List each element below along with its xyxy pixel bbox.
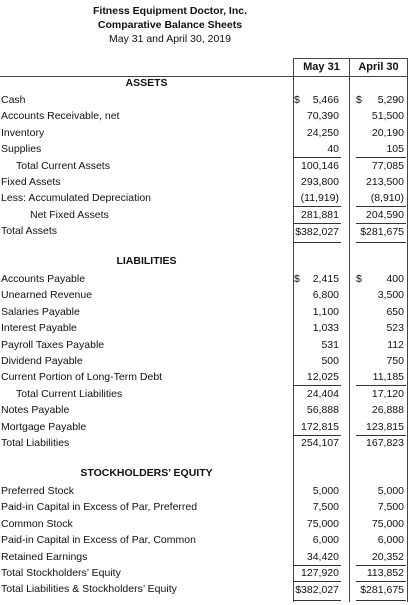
report-dates: May 31 and April 30, 2019 xyxy=(108,33,231,45)
april-value-cell xyxy=(356,353,404,369)
statement-row xyxy=(0,108,413,125)
statement-row xyxy=(0,223,413,240)
statement-row xyxy=(0,435,413,452)
row-label: Total Current Liabilities xyxy=(16,387,123,400)
amount: 213,500 xyxy=(366,176,404,188)
row-label: Net Fixed Assets xyxy=(30,208,109,221)
amount: $281,675 xyxy=(360,226,404,239)
statement-row xyxy=(0,125,413,142)
amount: 5,000 xyxy=(377,485,404,497)
may-value-cell xyxy=(294,565,339,581)
row-label: Total Assets xyxy=(1,225,58,238)
row-label: Accounts Payable xyxy=(1,273,86,285)
row-label: Less: Accumulated Depreciation xyxy=(1,192,151,205)
currency-symbol: $ xyxy=(356,273,362,285)
amount: 100,146 xyxy=(301,159,339,172)
row-label: Payroll Taxes Payable xyxy=(1,338,105,351)
may-value-cell xyxy=(294,141,341,158)
statement-row xyxy=(0,174,413,191)
april-value-cell xyxy=(356,337,404,353)
april-value-cell xyxy=(356,158,404,174)
may-value-cell xyxy=(294,516,339,532)
may-value-cell xyxy=(294,369,341,386)
amount: $382,027 xyxy=(295,584,339,597)
april-value-cell xyxy=(356,223,406,240)
april-value-cell xyxy=(356,125,404,141)
may-value-cell xyxy=(294,402,339,418)
amount: 24,250 xyxy=(306,126,339,139)
row-label: Paid-in Capital in Excess of Par, Preferred xyxy=(1,501,198,514)
may-value-cell xyxy=(294,174,339,190)
amount: 523 xyxy=(386,322,404,335)
amount: 172,815 xyxy=(301,420,339,433)
amount: 6,000 xyxy=(312,534,339,547)
april-value-cell xyxy=(356,532,404,548)
april-value-cell xyxy=(356,581,406,598)
statement-row xyxy=(0,581,413,598)
statement-row xyxy=(0,353,413,370)
may-value-cell xyxy=(294,483,339,499)
april-value-cell xyxy=(356,369,406,386)
amount: 17,120 xyxy=(371,387,404,400)
april-value-cell xyxy=(356,304,404,320)
row-label: Retained Earnings xyxy=(1,550,88,563)
april-value-cell xyxy=(356,549,406,566)
amount: 75,000 xyxy=(371,517,404,530)
statement-row xyxy=(0,549,413,566)
amount: (11,919) xyxy=(300,192,339,205)
may-value-cell xyxy=(294,190,341,207)
amount: 70,390 xyxy=(306,110,339,123)
row-label: Inventory xyxy=(1,126,45,139)
april-value-cell xyxy=(356,190,406,207)
statement-row xyxy=(0,304,413,321)
april-value-cell xyxy=(356,499,404,515)
amount: 204,590 xyxy=(366,208,404,221)
may-value-cell xyxy=(294,92,339,108)
statement-row xyxy=(0,207,413,224)
may-value-cell xyxy=(294,125,339,141)
may-value-cell xyxy=(294,320,339,336)
amount: 254,107 xyxy=(301,437,339,449)
amount: 20,352 xyxy=(371,550,404,563)
row-label: Dividend Payable xyxy=(1,355,83,367)
amount: 281,881 xyxy=(301,208,339,221)
column-header-may: May 31 xyxy=(303,61,340,73)
row-label: Cash xyxy=(1,94,26,106)
may-value-cell xyxy=(294,549,341,566)
amount: 400 xyxy=(386,273,404,285)
may-value-cell xyxy=(294,158,339,174)
amount: 2,415 xyxy=(312,273,339,285)
row-label: Accounts Receivable, net xyxy=(1,110,120,123)
may-value-cell xyxy=(294,499,339,515)
statement-row xyxy=(0,190,413,207)
currency-symbol: $ xyxy=(294,94,300,106)
row-label: Total Liabilities xyxy=(1,437,70,449)
april-value-cell xyxy=(356,207,404,223)
row-label: Total Liabilities & Stockholders’ Equity xyxy=(1,583,177,596)
may-value-cell xyxy=(294,581,341,598)
row-label: Paid-in Capital in Excess of Par, Common xyxy=(1,534,196,547)
report-title: Comparative Balance Sheets xyxy=(97,19,243,31)
amount: 650 xyxy=(386,305,404,318)
may-value-cell xyxy=(294,386,339,402)
amount: 34,420 xyxy=(306,550,339,563)
statement-row xyxy=(0,386,413,403)
april-value-cell xyxy=(356,287,404,303)
statement-row xyxy=(0,565,413,582)
statement-row xyxy=(0,499,413,516)
statement-row xyxy=(0,516,413,533)
amount: 5,290 xyxy=(377,94,404,106)
amount: 56,888 xyxy=(306,404,339,417)
april-value-cell xyxy=(356,483,404,499)
amount: 750 xyxy=(386,355,404,367)
april-value-cell xyxy=(356,419,406,436)
april-value-cell xyxy=(356,386,404,402)
may-value-cell xyxy=(294,287,339,303)
row-label: Interest Payable xyxy=(1,322,77,335)
amount: 3,500 xyxy=(377,289,404,302)
currency-symbol: $ xyxy=(294,273,300,285)
statement-row xyxy=(0,369,413,386)
row-label: Fixed Assets xyxy=(1,176,61,188)
may-value-cell xyxy=(294,108,339,124)
amount: 112 xyxy=(387,338,404,351)
statement-row xyxy=(0,402,413,419)
company-name: Fitness Equipment Doctor, Inc. xyxy=(92,5,248,17)
amount: 6,000 xyxy=(377,534,404,547)
statement-row xyxy=(0,532,413,549)
april-value-cell xyxy=(356,402,404,418)
april-value-cell xyxy=(356,141,406,158)
april-value-cell xyxy=(356,435,404,451)
may-value-cell xyxy=(294,207,339,223)
amount: 167,823 xyxy=(366,437,404,449)
amount: 1,100 xyxy=(312,305,339,318)
statement-row xyxy=(0,287,413,304)
amount: 75,000 xyxy=(306,517,339,530)
row-label: Salaries Payable xyxy=(1,305,80,318)
amount: 6,800 xyxy=(312,289,339,302)
statement-row xyxy=(0,419,413,436)
statement-row xyxy=(0,158,413,175)
amount: 500 xyxy=(321,355,339,367)
may-value-cell xyxy=(294,532,339,548)
april-value-cell xyxy=(356,271,404,287)
row-label: Common Stock xyxy=(1,517,73,530)
april-value-cell xyxy=(356,320,404,336)
amount: 123,815 xyxy=(366,420,404,433)
statement-row xyxy=(0,320,413,337)
amount: 26,888 xyxy=(371,404,404,417)
april-value-cell xyxy=(356,565,404,581)
amount: 40 xyxy=(327,143,339,156)
amount: 113,852 xyxy=(366,567,404,579)
statement-row xyxy=(0,141,413,158)
amount: 20,190 xyxy=(371,126,404,139)
may-value-cell xyxy=(294,304,339,320)
amount: (8,910) xyxy=(370,192,404,205)
april-value-cell xyxy=(356,92,404,108)
amount: 1,033 xyxy=(312,322,339,335)
may-value-cell xyxy=(294,353,339,369)
row-label: Current Portion of Long-Term Debt xyxy=(1,371,163,384)
amount: $281,675 xyxy=(360,584,404,597)
amount: 12,025 xyxy=(306,371,339,384)
amount: 293,800 xyxy=(301,176,339,188)
amount: 105 xyxy=(386,143,404,156)
amount: 24,404 xyxy=(306,387,339,400)
statement-row xyxy=(0,92,413,109)
amount: 5,000 xyxy=(312,485,339,497)
row-label: Supplies xyxy=(1,143,42,156)
april-value-cell xyxy=(356,516,404,532)
liabilities-heading: LIABILITIES xyxy=(116,255,177,267)
row-label: Total Stockholders’ Equity xyxy=(1,567,121,579)
amount: $382,027 xyxy=(295,226,339,239)
amount: 51,500 xyxy=(371,110,404,123)
equity-heading: STOCKHOLDERS’ EQUITY xyxy=(80,467,213,479)
may-value-cell xyxy=(294,419,341,436)
statement-row xyxy=(0,483,413,500)
column-header-april: April 30 xyxy=(358,61,399,73)
amount: 77,085 xyxy=(371,159,404,172)
row-label: Unearned Revenue xyxy=(1,289,93,302)
row-label: Preferred Stock xyxy=(1,485,74,497)
amount: 7,500 xyxy=(377,501,404,514)
row-label: Notes Payable xyxy=(1,404,70,417)
amount: 127,920 xyxy=(301,567,339,579)
amount: 11,185 xyxy=(372,371,404,384)
currency-symbol: $ xyxy=(356,94,362,106)
row-label: Mortgage Payable xyxy=(1,420,87,433)
may-value-cell xyxy=(294,435,339,451)
row-label: Total Current Assets xyxy=(16,159,110,172)
statement-row xyxy=(0,271,413,288)
may-value-cell xyxy=(294,271,339,287)
assets-heading: ASSETS xyxy=(125,77,168,89)
amount: 531 xyxy=(321,338,339,351)
may-value-cell xyxy=(294,223,341,240)
amount: 7,500 xyxy=(312,501,339,514)
may-value-cell xyxy=(294,337,339,353)
amount: 5,466 xyxy=(312,94,339,106)
april-value-cell xyxy=(356,174,404,190)
statement-row xyxy=(0,337,413,354)
april-value-cell xyxy=(356,108,404,124)
